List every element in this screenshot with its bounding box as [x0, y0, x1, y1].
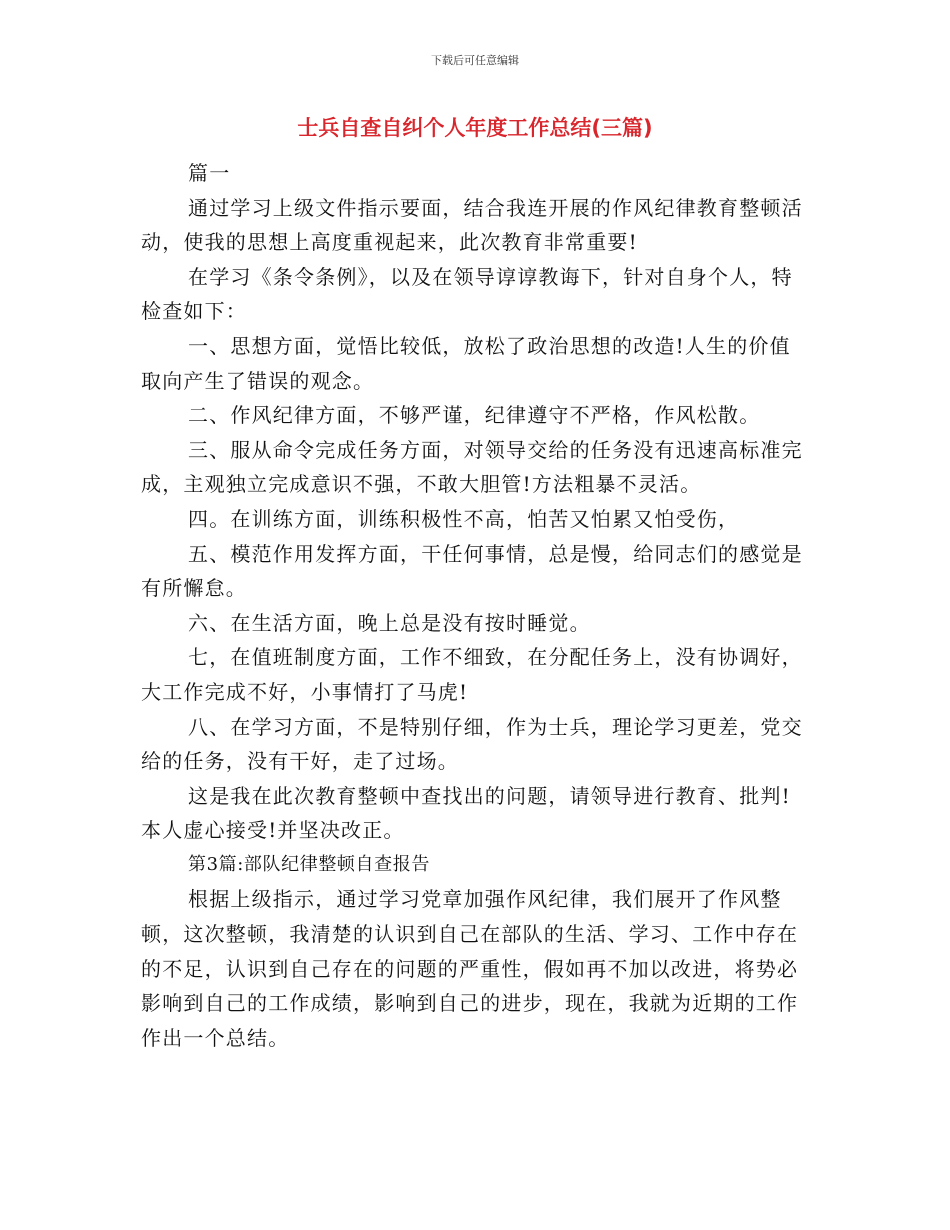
paragraph: 五、模范作用发挥方面，干任何事情，总是慢，给同志们的感觉是有所懈怠。 [141, 541, 803, 601]
paragraph: 通过学习上级文件指示要面，结合我连开展的作风纪律教育整顿活动，使我的思想上高度重视起来，此次教育非常重要! [141, 195, 803, 255]
section-heading-3: 第3篇:部队纪律整顿自查报告 [188, 853, 430, 875]
paragraph: 六、在生活方面，晚上总是没有按时睡觉。 [188, 610, 591, 635]
document-body [141, 156, 811, 1055]
paragraph: 三、服从命令完成任务方面，对领导交给的任务没有迅速高标准完成，主观独立完成意识不强，不敢大胆管!方法粗暴不灵活。 [141, 437, 803, 497]
header-note: 下载后可任意编辑 [431, 54, 519, 67]
paragraph: 根据上级指示，通过学习党章加强作风纪律，我们展开了作风整顿，这次整顿，我清楚的认识到自己在部队的生活、学习、工作中存在的不足，认识到自己存在的问题的严重性，假如再不加以改进，将势必影响到自己的工作成绩，影响到自己的进步，现在，我就为近期的工作作出一个总结。 [141, 887, 799, 1050]
paragraph: 这是我在此次教育整顿中查找出的问题，请领导进行教育、批判!本人虚心接受!并坚决改正。 [141, 783, 791, 843]
paragraph: 四。在训练方面，训练积极性不高，怕苦又怕累又怕受伤， [188, 506, 740, 531]
paragraph: 在学习《条令条例》，以及在领导谆谆教诲下，针对自身个人，特检查如下： [141, 264, 793, 324]
paragraph: 一、思想方面，觉悟比较低，放松了政治思想的改造!人生的价值取向产生了错误的观念。 [141, 333, 791, 393]
paragraph: 七，在值班制度方面，工作不细致，在分配任务上，没有协调好，大工作完成不好，小事情打了马虎! [141, 645, 803, 704]
paragraph: 二、作风纪律方面，不够严谨，纪律遵守不严格，作风松散。 [188, 403, 761, 428]
paragraph: 八、在学习方面，不是特别仔细，作为士兵，理论学习更差，党交给的任务，没有干好，走了过场。 [141, 714, 803, 774]
document-title: 士兵自查自纠个人年度工作总结(三篇) [297, 116, 653, 140]
section-heading-1: 篇一 [188, 161, 231, 185]
